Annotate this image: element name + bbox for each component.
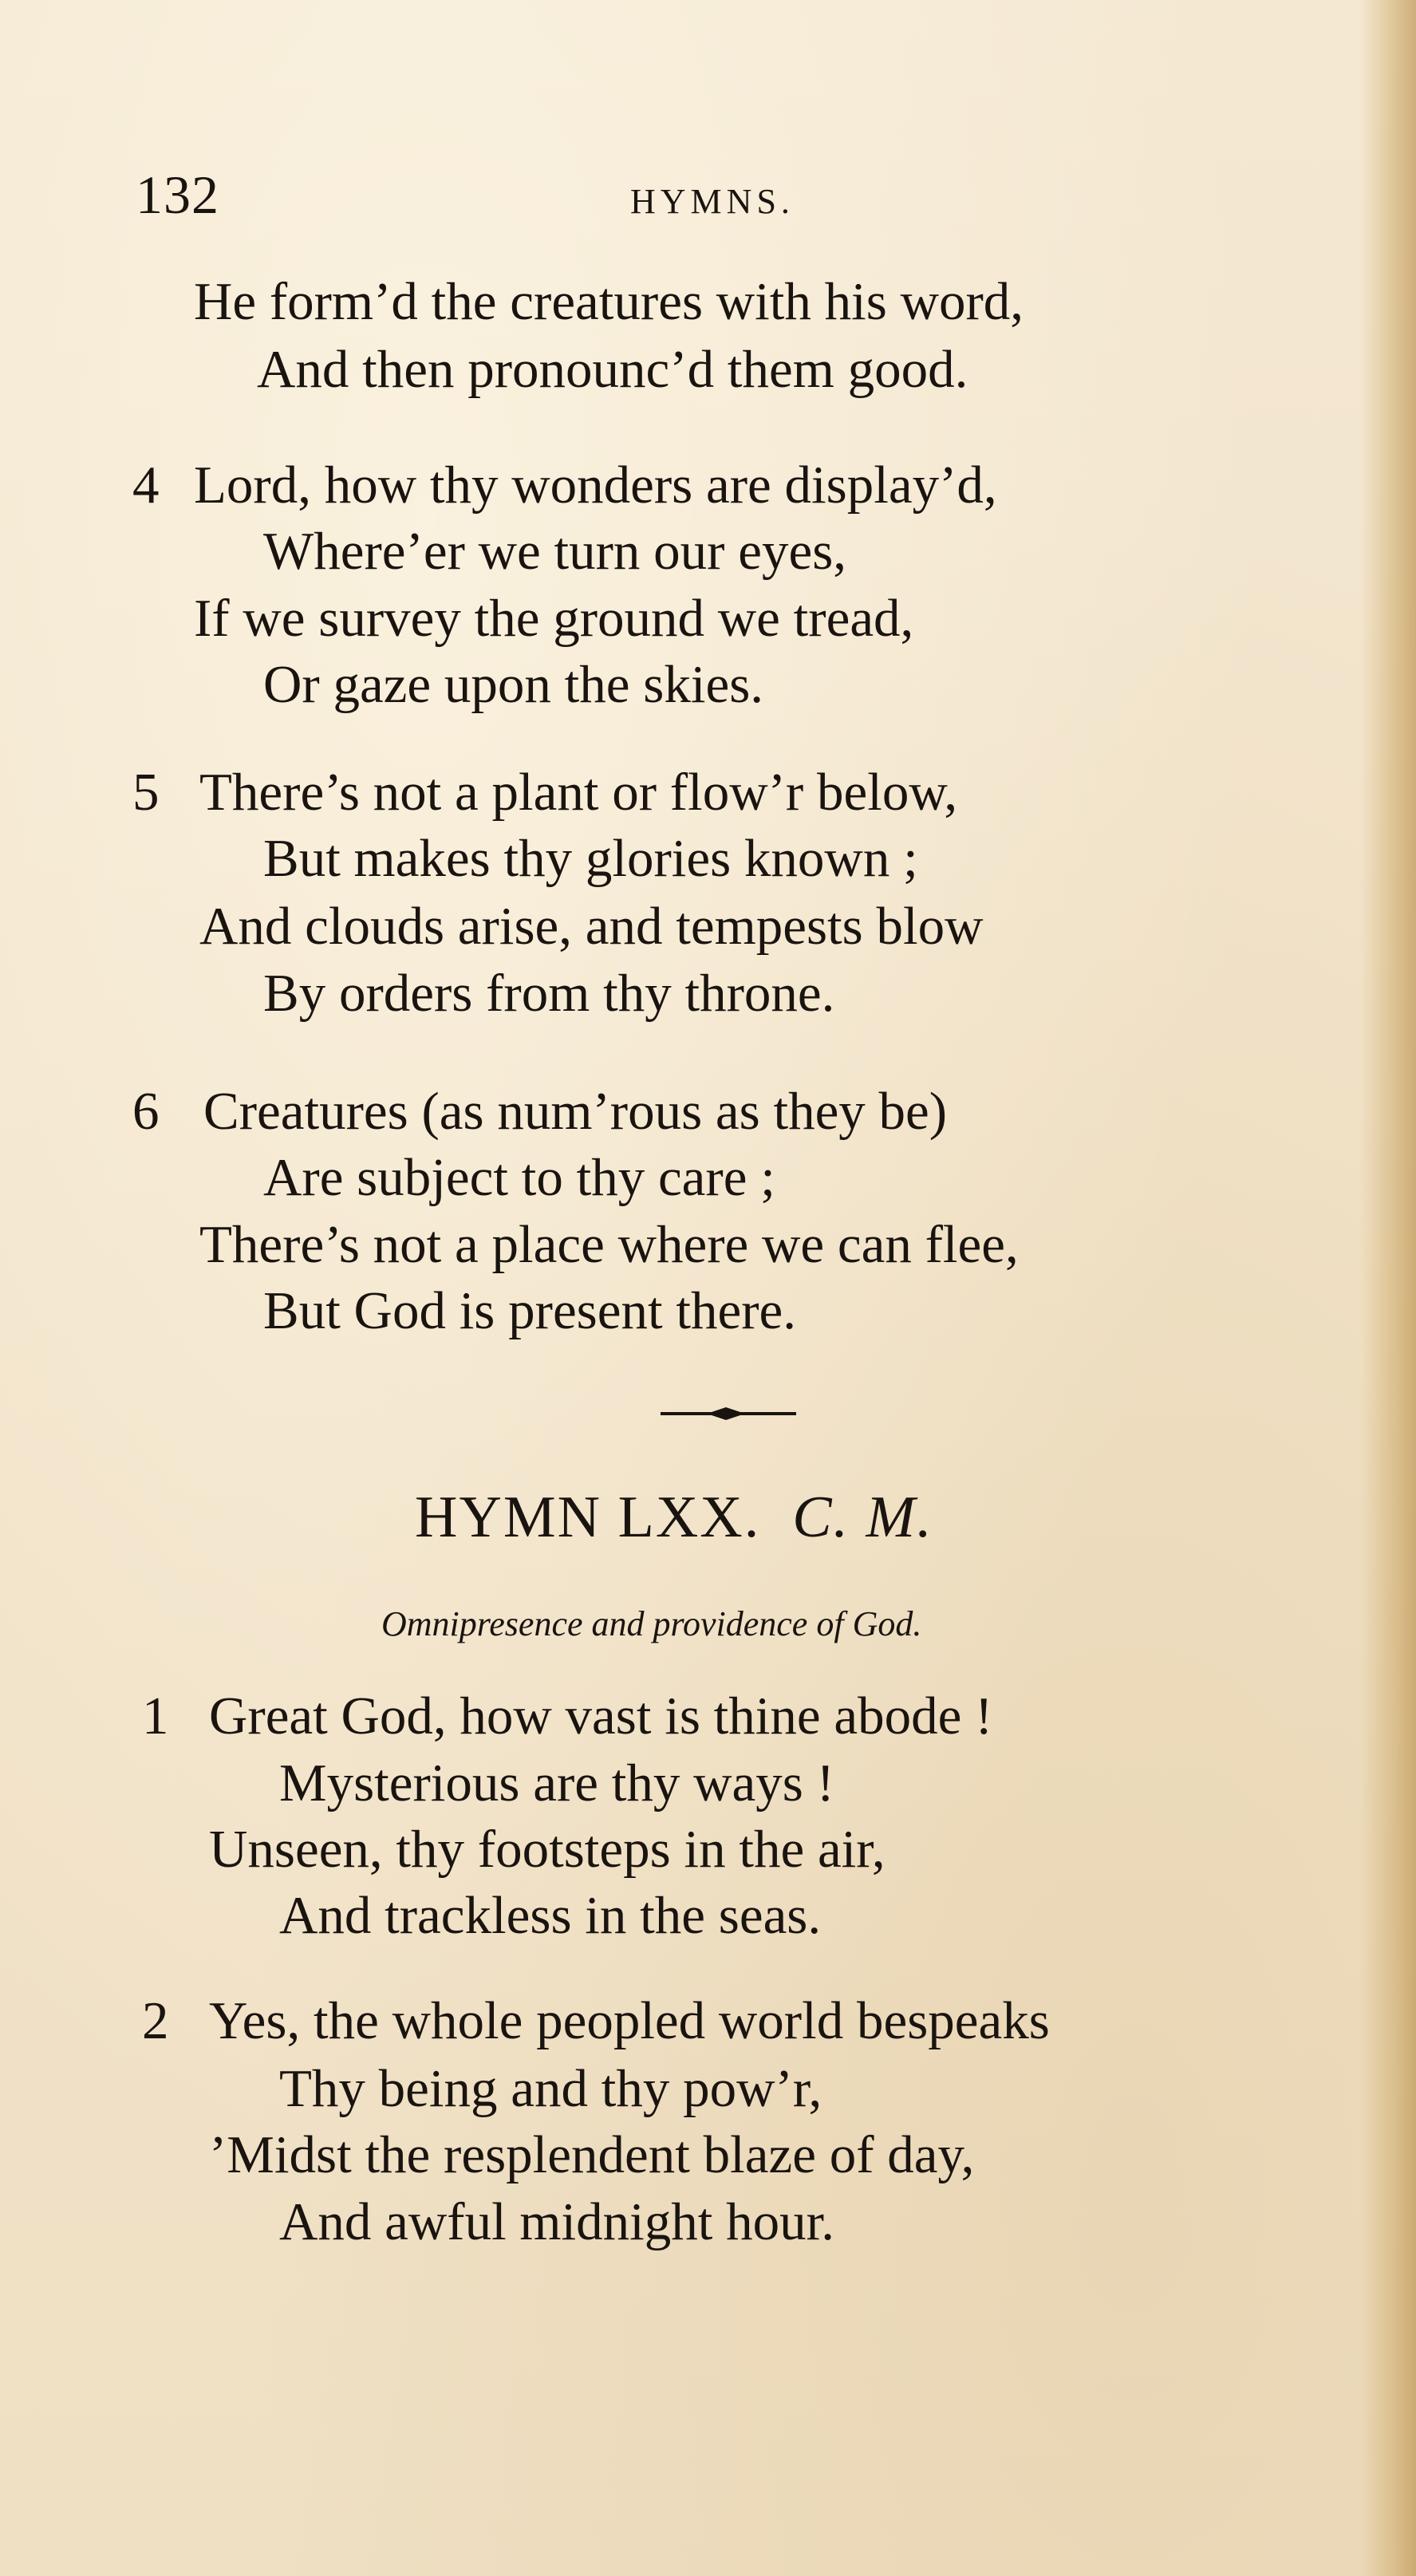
hymn-meter: C. M. xyxy=(792,1485,933,1550)
verse-line: There’s not a place where we can flee, xyxy=(199,1215,1019,1274)
verse-line: Are subject to thy care ; xyxy=(263,1148,775,1207)
page-edge-shadow xyxy=(1360,0,1416,2576)
verse-line: And awful midnight hour. xyxy=(279,2192,835,2251)
verse-line: He form’d the creatures with his word, xyxy=(194,272,1024,331)
stanza-number: 2 xyxy=(142,1991,169,2050)
verse-line: Creatures (as num’rous as they be) xyxy=(203,1082,948,1141)
verse-line: Mysterious are thy ways ! xyxy=(279,1753,834,1813)
stanza-number: 1 xyxy=(142,1686,169,1746)
ornament-divider xyxy=(661,1406,796,1422)
running-head: HYMNS. xyxy=(630,182,795,221)
verse-line: There’s not a plant or flow’r below, xyxy=(199,763,958,822)
verse-line: Unseen, thy footsteps in the air, xyxy=(209,1820,885,1879)
stanza-number: 5 xyxy=(132,763,160,822)
verse-line: Lord, how thy wonders are display’d, xyxy=(194,456,997,515)
verse-line: And clouds arise, and tempests blow xyxy=(199,897,984,956)
verse-line: And trackless in the seas. xyxy=(279,1886,822,1945)
verse-line: If we survey the ground we tread, xyxy=(194,589,914,648)
page-number: 132 xyxy=(136,164,219,225)
verse-line: Yes, the whole peopled world bespeaks xyxy=(209,1991,1050,2050)
verse-line: But makes thy glories known ; xyxy=(263,829,918,888)
verse-line: Or gaze upon the skies. xyxy=(263,655,764,714)
verse-line: And then pronounc’d them good. xyxy=(257,340,968,399)
page-header xyxy=(0,164,1416,227)
verse-line: Where’er we turn our eyes, xyxy=(263,522,847,581)
hymn-subtitle: Omnipresence and providence of God. xyxy=(381,1604,922,1643)
hymn-number: HYMN LXX. xyxy=(415,1485,761,1550)
verse-line: ’Midst the resplendent blaze of day, xyxy=(209,2125,975,2184)
verse-line: By orders from thy throne. xyxy=(263,964,835,1023)
verse-line: But God is present there. xyxy=(263,1281,797,1340)
verse-line: Great God, how vast is thine abode ! xyxy=(209,1686,993,1746)
verse-line: Thy being and thy pow’r, xyxy=(279,2059,822,2118)
stanza-number: 4 xyxy=(132,456,160,515)
hymn-title xyxy=(415,1484,933,1552)
stanza-number: 6 xyxy=(132,1082,160,1141)
